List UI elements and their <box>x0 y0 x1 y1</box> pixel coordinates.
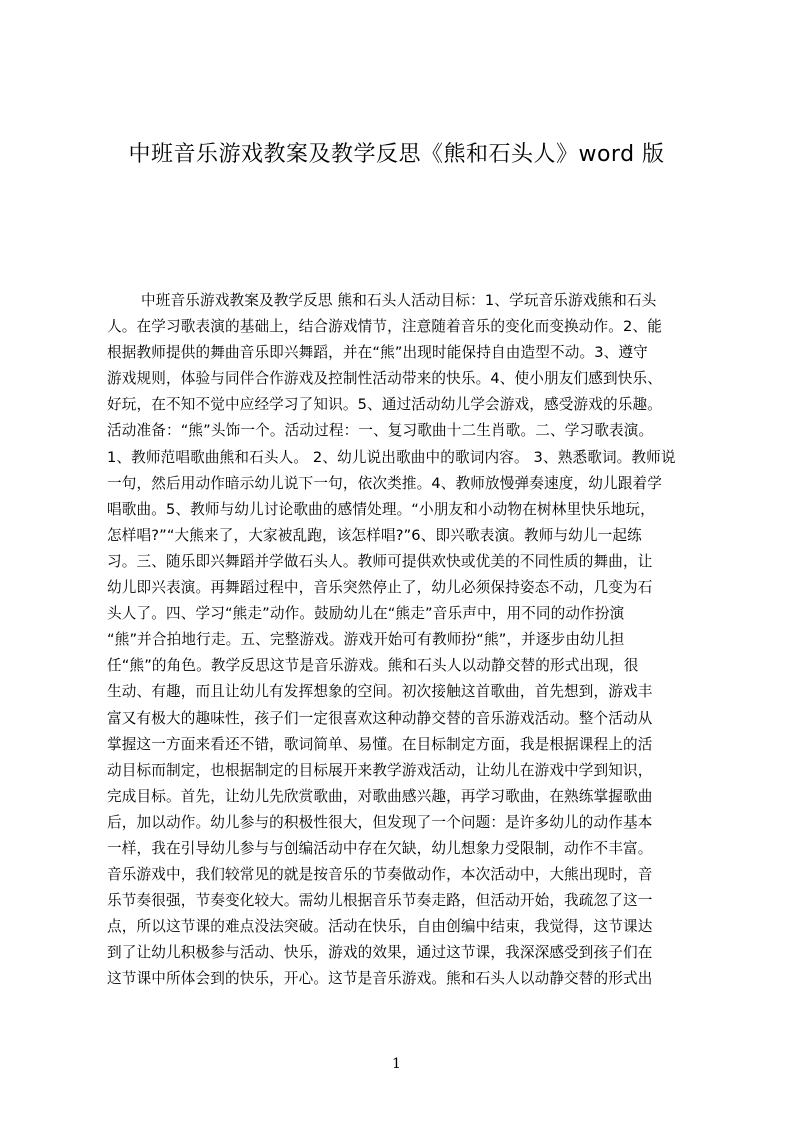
body-line: 根据教师提供的舞曲音乐即兴舞蹈，并在“熊”出现时能保持自由造型不动。3、遵守 <box>107 344 648 362</box>
body-line: 一样，我在引导幼儿参与与创编活动中存在欠缺，幼儿想象力受限制，动作不丰富。 <box>107 839 653 857</box>
body-line: 唱歌曲。5、教师与幼儿讨论歌曲的感情处理。“小朋友和小动物在树林里快乐地玩， <box>107 500 655 518</box>
body-line: 活动准备：“熊”头饰一个。活动过程：一、复习歌曲十二生肖歌。二、学习歌表演。 <box>107 422 654 440</box>
body-line: “熊”并合拍地行走。五、完整游戏。游戏开始可有教师扮“熊”，并逐步由幼儿担 <box>107 631 625 649</box>
body-line: 富又有极大的趣味性，孩子们一定很喜欢这种动静交替的音乐游戏活动。整个活动从 <box>107 709 653 727</box>
body-line: 到了让幼儿积极参与活动、快乐，游戏的效果，通过这节课，我深深感受到孩子们在 <box>107 944 653 962</box>
body-line: 游戏规则，体验与同伴合作游戏及控制性活动带来的快乐。4、使小朋友们感到快乐、 <box>107 370 662 388</box>
body-line: 好玩，在不知不觉中应经学习了知识。5、通过活动幼儿学会游戏，感受游戏的乐趣。 <box>107 396 662 414</box>
body-line: 习。三、随乐即兴舞蹈并学做石头人。教师可提供欢快或优美的不同性质的舞曲，让 <box>107 552 653 570</box>
body-line: 中班音乐游戏教案及教学反思 熊和石头人活动目标：1、学玩音乐游戏熊和石头 <box>141 292 657 309</box>
document-title: 中班音乐游戏教案及教学反思《熊和石头人》word 版 <box>128 142 665 167</box>
body-text <box>107 288 697 1028</box>
body-line: 动目标而制定，也根据制定的目标展开来教学游戏活动，让幼儿在游戏中学到知识， <box>107 761 653 779</box>
body-line: 音乐游戏中，我们较常见的就是按音乐的节奏做动作，本次活动中，大熊出现时，音 <box>107 866 653 884</box>
body-line: 头人了。四、学习“熊走”动作。鼓励幼儿在“熊走”音乐声中，用不同的动作扮演 <box>107 605 625 623</box>
body-line: 完成目标。首先，让幼儿先欣赏歌曲，对歌曲感兴趣，再学习歌曲，在熟练掌握歌曲 <box>107 787 653 805</box>
body-line: 生动、有趣，而且让幼儿有发挥想象的空间。初次接触这首歌曲，首先想到，游戏丰 <box>107 683 653 701</box>
body-line: 乐节奏很强，节奏变化较大。需幼儿根据音乐节奏走路，但活动开始，我疏忽了这一 <box>107 892 653 910</box>
body-line: 这节课中所体会到的快乐，开心。这节是音乐游戏。熊和石头人以动静交替的形式出 <box>107 970 653 988</box>
body-line: 后，加以动作。幼儿参与的积极性很大，但发现了一个问题：是许多幼儿的动作基本 <box>107 813 653 831</box>
page-number: 1 <box>392 1056 401 1072</box>
body-line: 任“熊”的角色。教学反思这节是音乐游戏。熊和石头人以动静交替的形式出现，很 <box>107 657 639 675</box>
body-line: 一句，然后用动作暗示幼儿说下一句，依次类推。4、教师放慢弹奏速度，幼儿跟着学 <box>107 474 662 492</box>
body-line: 1、教师范唱歌曲熊和石头人。 2、幼儿说出歌曲中的歌词内容。 3、熟悉歌词。教师说 <box>107 448 676 466</box>
body-line: 人。在学习歌表演的基础上，结合游戏情节，注意随着音乐的变化而变换动作。2、能 <box>107 318 662 336</box>
body-line: 怎样唱?”“大熊来了，大家被乱跑，该怎样唱?”6、即兴歌表演。教师与幼儿一起练 <box>107 526 642 544</box>
body-line: 点，所以这节课的难点没法突破。活动在快乐，自由创编中结束，我觉得，这节课达 <box>107 918 653 936</box>
body-line: 掌握这一方面来看还不错，歌词简单、易懂。在目标制定方面，我是根据课程上的活 <box>107 735 653 753</box>
body-line: 幼儿即兴表演。再舞蹈过程中，音乐突然停止了，幼儿必须保持姿态不动，几变为石 <box>107 579 653 597</box>
